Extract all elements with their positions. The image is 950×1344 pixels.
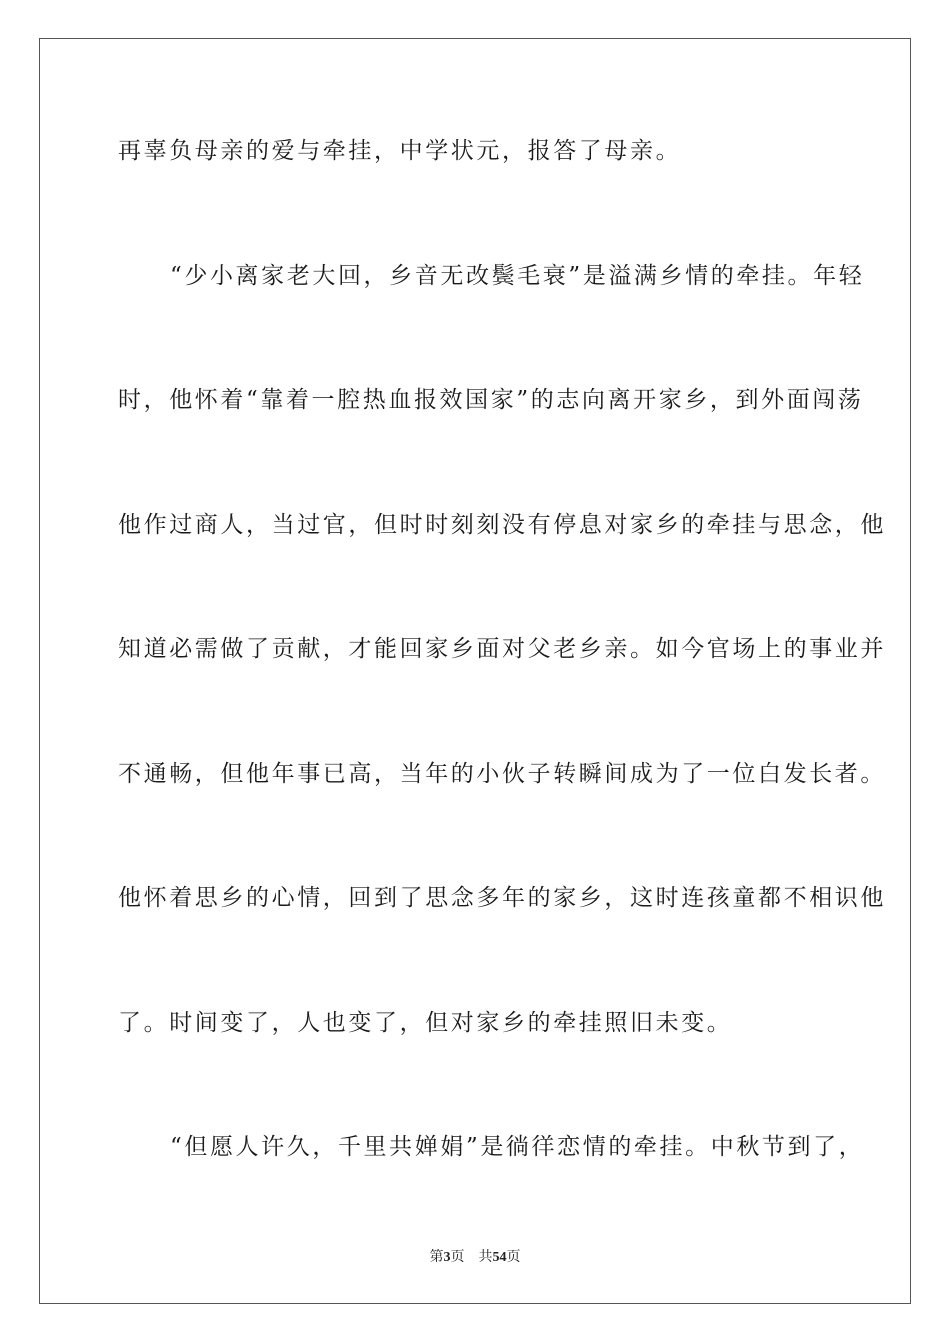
page-border (39, 38, 911, 1304)
total-prefix: 共 (478, 1249, 493, 1265)
text-line: 了。时间变了，人也变了，但对家乡的牵挂照旧未变。 (118, 1010, 733, 1036)
text-line: “少小离家老大回，乡音无改鬓毛衰”是溢满乡情的牵挂。年轻 (170, 263, 865, 289)
total-suffix: 页 (506, 1249, 521, 1265)
text-line: 不通畅，但他年事已高，当年的小伙子转瞬间成为了一位白发长者。 (118, 761, 886, 787)
text-line: “但愿人许久，千里共婵娟”是徜徉恋情的牵挂。中秋节到了， (170, 1134, 865, 1160)
text-line: 再辜负母亲的爱与牵挂，中学状元，报答了母亲。 (118, 138, 682, 164)
page-number: 3 (443, 1250, 451, 1265)
total-pages: 54 (492, 1250, 507, 1265)
page-prefix: 第 (429, 1249, 444, 1265)
page-suffix: 页 (450, 1249, 465, 1265)
text-line: 他怀着思乡的心情，回到了思念多年的家乡，这时连孩童都不相识他 (118, 885, 886, 911)
text-line: 他作过商人，当过官，但时时刻刻没有停息对家乡的牵挂与思念，他 (118, 512, 886, 538)
text-line: 时，他怀着“靠着一腔热血报效国家”的志向离开家乡，到外面闯荡 (118, 387, 864, 413)
text-line: 知道必需做了贡献，才能回家乡面对父老乡亲。如今官场上的事业并 (118, 636, 886, 662)
page-footer (0, 1247, 950, 1268)
